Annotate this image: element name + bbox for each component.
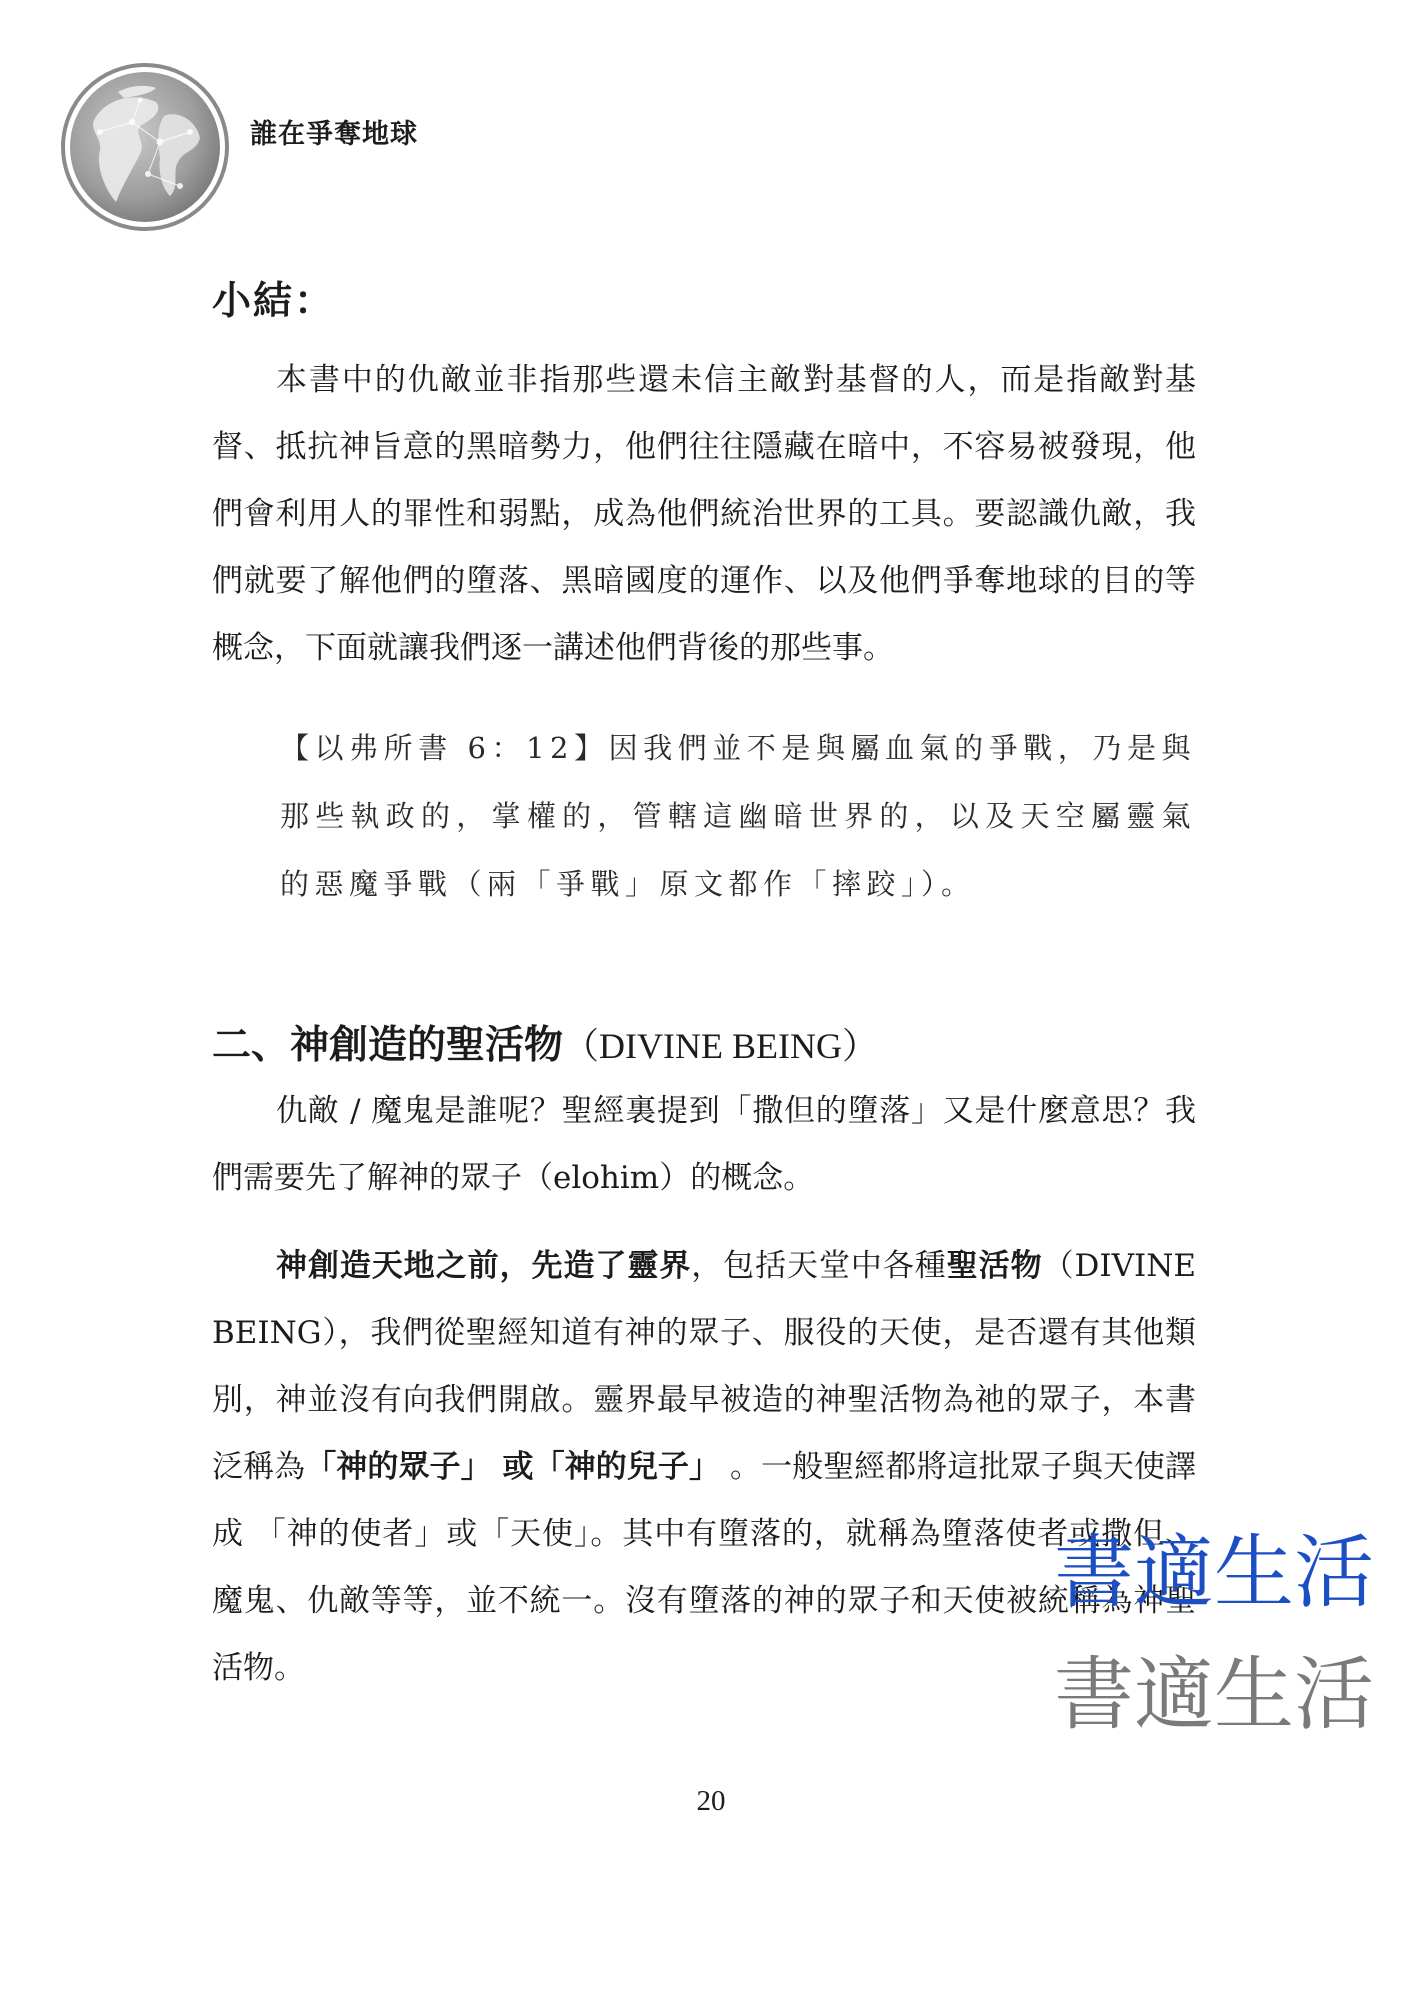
paragraph-text-2: （DIVINE BEING），我們從聖經知道有神的眾子、服役的天使，是否還有其他類別，神並沒有向我們開啟。靈界最早被造的神聖活物為祂的眾子，本書泛稱為 [212, 1248, 1197, 1486]
watermark-blue: 書適生活 [1054, 1526, 1374, 1619]
section-paragraph-2 [212, 1233, 1196, 1702]
watermark-gray: 書適生活 [1054, 1648, 1374, 1741]
book-title: 誰在爭奪地球 [250, 119, 418, 150]
globe-constellation-icon [60, 62, 230, 232]
bold-phrase-divine-being: 聖活物 [946, 1248, 1043, 1285]
paragraph-text-3: 。一般聖經都將這批眾子與天使譯成 「神的使者」或「天使」。其中有墮落的，就稱為墮落使者或撒但、魔鬼、仇敵等等，並不統一。沒有墮落的神的眾子和天使被統稱為神聖活物。 [212, 1449, 1197, 1687]
summary-paragraph: 本書中的仇敵並非指那些還未信主敵對基督的人，而是指敵對基督、抵抗神旨意的黑暗勢力，他們往往隱藏在暗中，不容易被發現，他們會利用人的罪性和弱點，成為他們統治世界的工具。要認識仇敵，我們就要了解他們的墮落、黑暗國度的運作、以及他們爭奪地球的目的等概念，下面就讓我們逐一講述他們背後的那些事。 [212, 361, 1196, 666]
bold-phrase-spirit-realm: 神創造天地之前，先造了靈界 [276, 1248, 692, 1285]
page-header [60, 62, 700, 232]
scripture-quote: 【以弗所書 6：12】因我們並不是與屬血氣的爭戰，乃是與那些執政的，掌權的，管轄這幽暗世界的，以及天空屬靈氣的惡魔爭戰（兩「爭戰」原文都作「摔跤」）。 [280, 730, 1196, 901]
section-heading-english: （DIVINE BEING） [563, 1025, 878, 1066]
summary-heading: 小結： [212, 278, 336, 324]
section-heading [212, 1020, 1196, 1071]
page-number: 20 [696, 1785, 726, 1817]
bold-phrase-sons-of-god: 「神的眾子」 或「神的兒子」 [305, 1449, 721, 1486]
page-body [212, 276, 1196, 1702]
section-heading-text: 二、神創造的聖活物 [212, 1021, 564, 1068]
paragraph-text-1: ，包括天堂中各種 [691, 1248, 947, 1285]
section-paragraph-1: 仇敵 / 魔鬼是誰呢？聖經裏提到「撒但的墮落」又是什麼意思？我們需要先了解神的眾子（elohim）的概念。 [212, 1093, 1196, 1197]
